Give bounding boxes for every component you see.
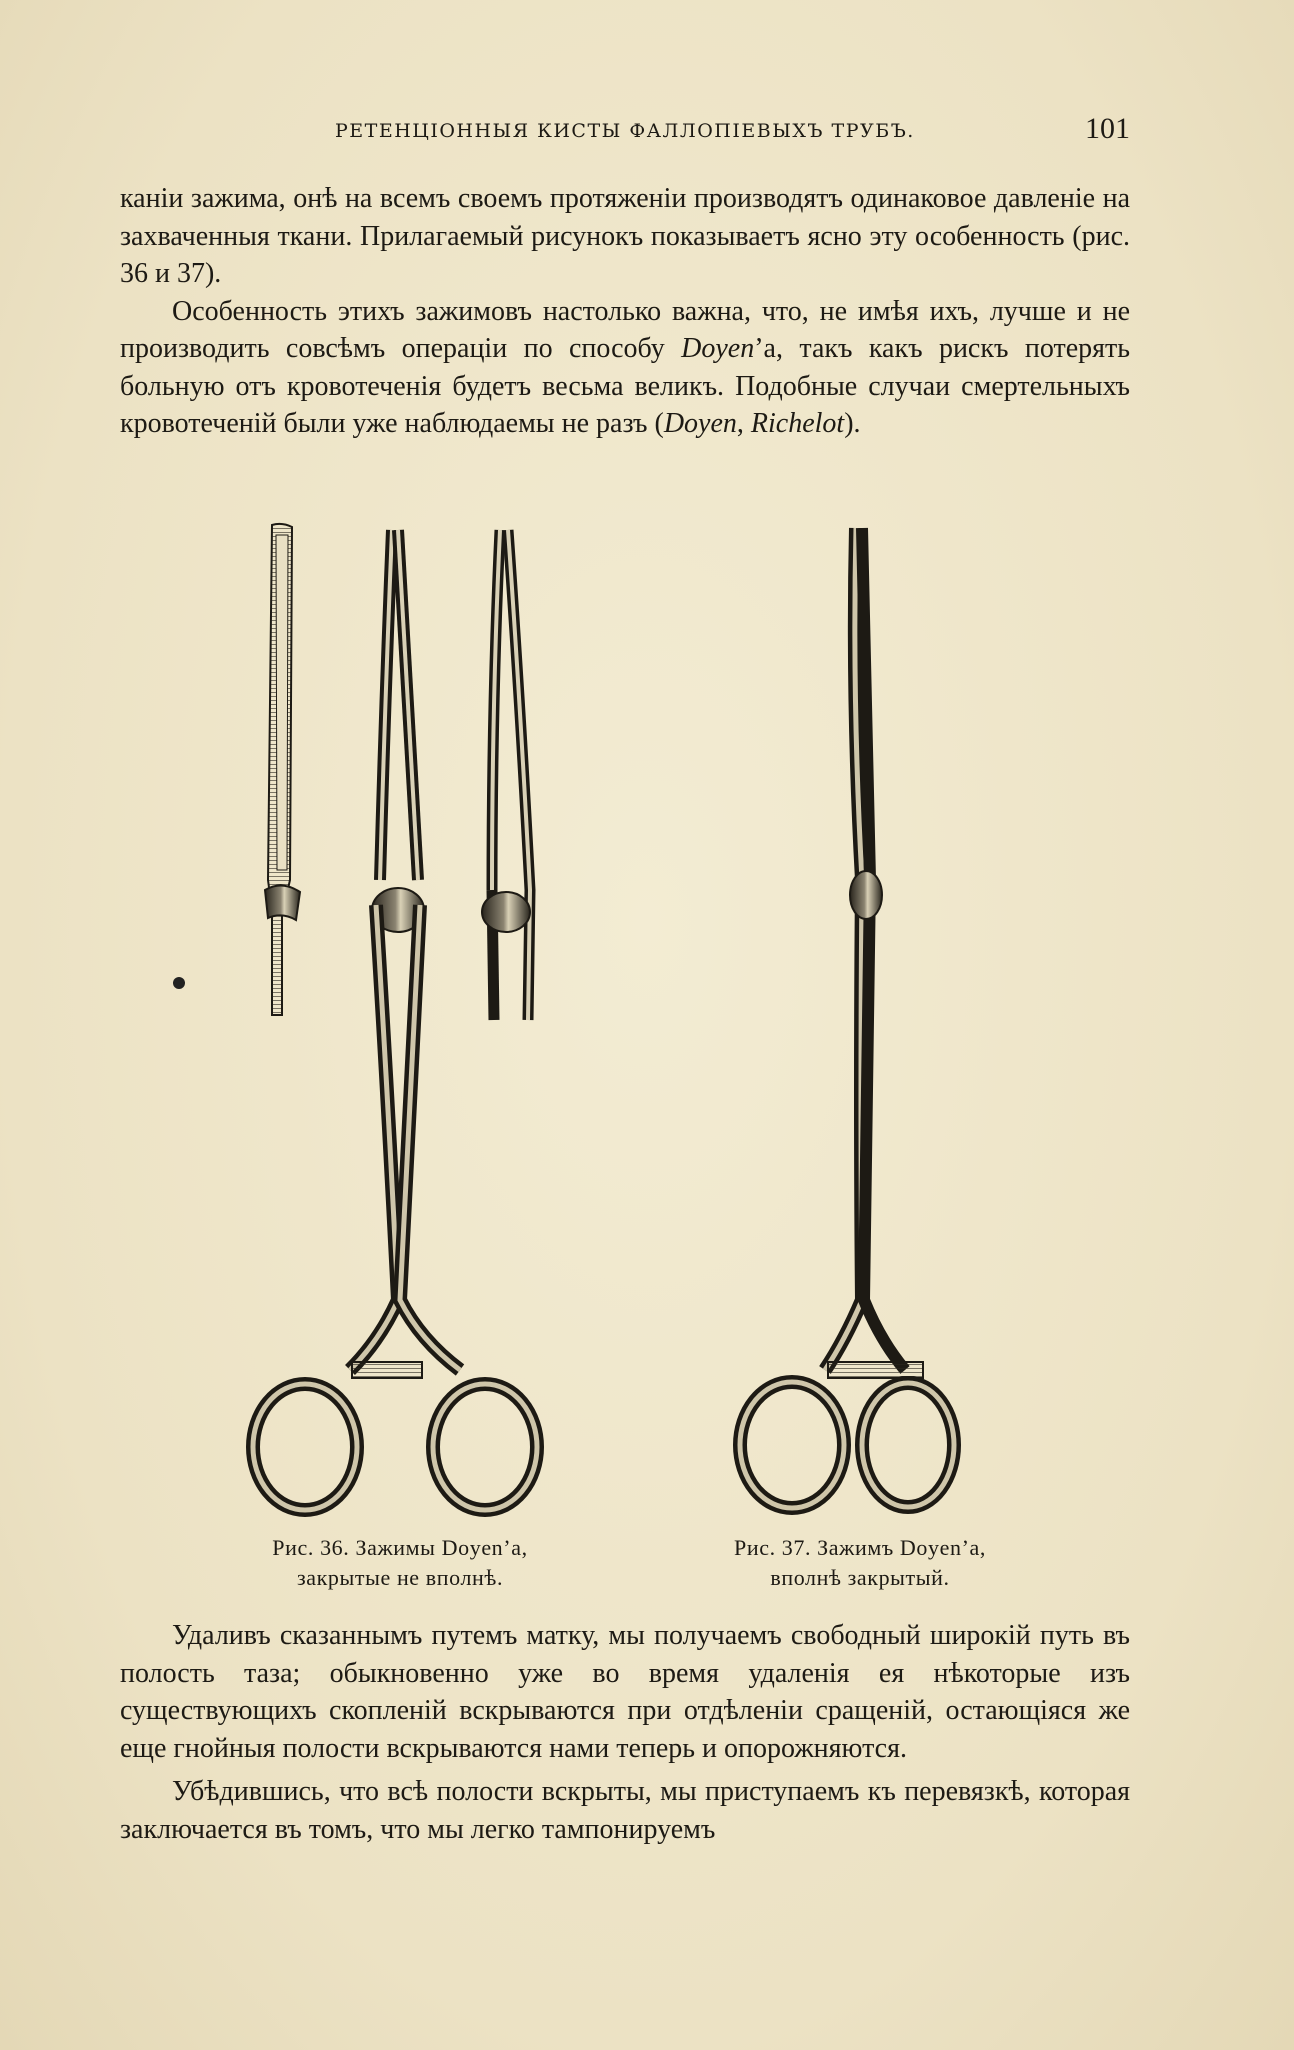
fig37-caption-line1: Рис. 37. Зажимъ Doyen’a, xyxy=(734,1535,986,1560)
fig36-caption-line1: Рис. 36. Зажимы Doyen’a, xyxy=(272,1535,528,1560)
paragraph-continuation: каніи зажима, онѣ на всемъ своемъ протяженіи производятъ одинаковое давленіе на захваченныя ткани. Прилагаемый рисунокъ показываетъ ясно эту особенность (рис. 36 и 37). xyxy=(120,183,1130,289)
paragraph-text: ). xyxy=(844,408,861,439)
forceps-illustration xyxy=(200,510,1140,1545)
paragraph-removal: Удаливъ сказаннымъ путемъ матку, мы получаемъ свободный широкій путь въ полость таза; обыкновенно уже во время удаленія ея нѣкоторые изъ существующихъ скопленій вскрываются при отдѣленіи сращеній, остающіяся же еще гнойныя полости вскрываются нами теперь и опорожняются. xyxy=(120,1620,1130,1764)
paragraph-importance xyxy=(120,293,1130,443)
paragraph-text: ’а, такъ какъ рискъ потерять больную отъ кровотеченія будетъ весьма великъ. Подобные случаи смертельныхъ кровотеченій были уже наблюдаемы не разъ ( xyxy=(120,333,1131,439)
running-head-title: РЕТЕНЦІОННЫЯ КИСТЫ ФАЛЛОПІЕВЫХЪ ТРУБЪ. xyxy=(335,120,915,142)
fig36-caption xyxy=(220,1533,580,1593)
bottom-text-block xyxy=(120,1617,1130,1848)
fig37-caption xyxy=(680,1533,1040,1593)
surgeon-name: Doyen xyxy=(681,333,755,364)
fig36-separate-blade xyxy=(265,524,300,1015)
fig37-forceps xyxy=(740,528,954,1508)
paragraph-dressing: Убѣдившись, что всѣ полости вскрыты, мы приступаемъ къ перевязкѣ, которая заключается въ томъ, что мы легко тампонируемъ xyxy=(120,1776,1130,1845)
citation-doyen: Doyen xyxy=(663,408,737,439)
citation-separator: , xyxy=(736,408,751,439)
running-head xyxy=(120,112,1130,152)
fig37-caption-line2: вполнѣ закрытый. xyxy=(770,1565,950,1590)
page-number: 101 xyxy=(1085,112,1130,145)
fig36-jaw-detail xyxy=(482,530,530,1020)
citation-richelot: Richelot xyxy=(750,408,845,439)
paragraph-text: Особенность этихъ зажимовъ настолько важна, что, не имѣя ихъ, лучше и не производить совсѣмъ операціи по способу xyxy=(120,295,1130,364)
fig36-caption-line2: закрытые не вполнѣ. xyxy=(296,1565,504,1590)
top-text-block xyxy=(120,180,1130,443)
ink-speck xyxy=(173,977,185,989)
